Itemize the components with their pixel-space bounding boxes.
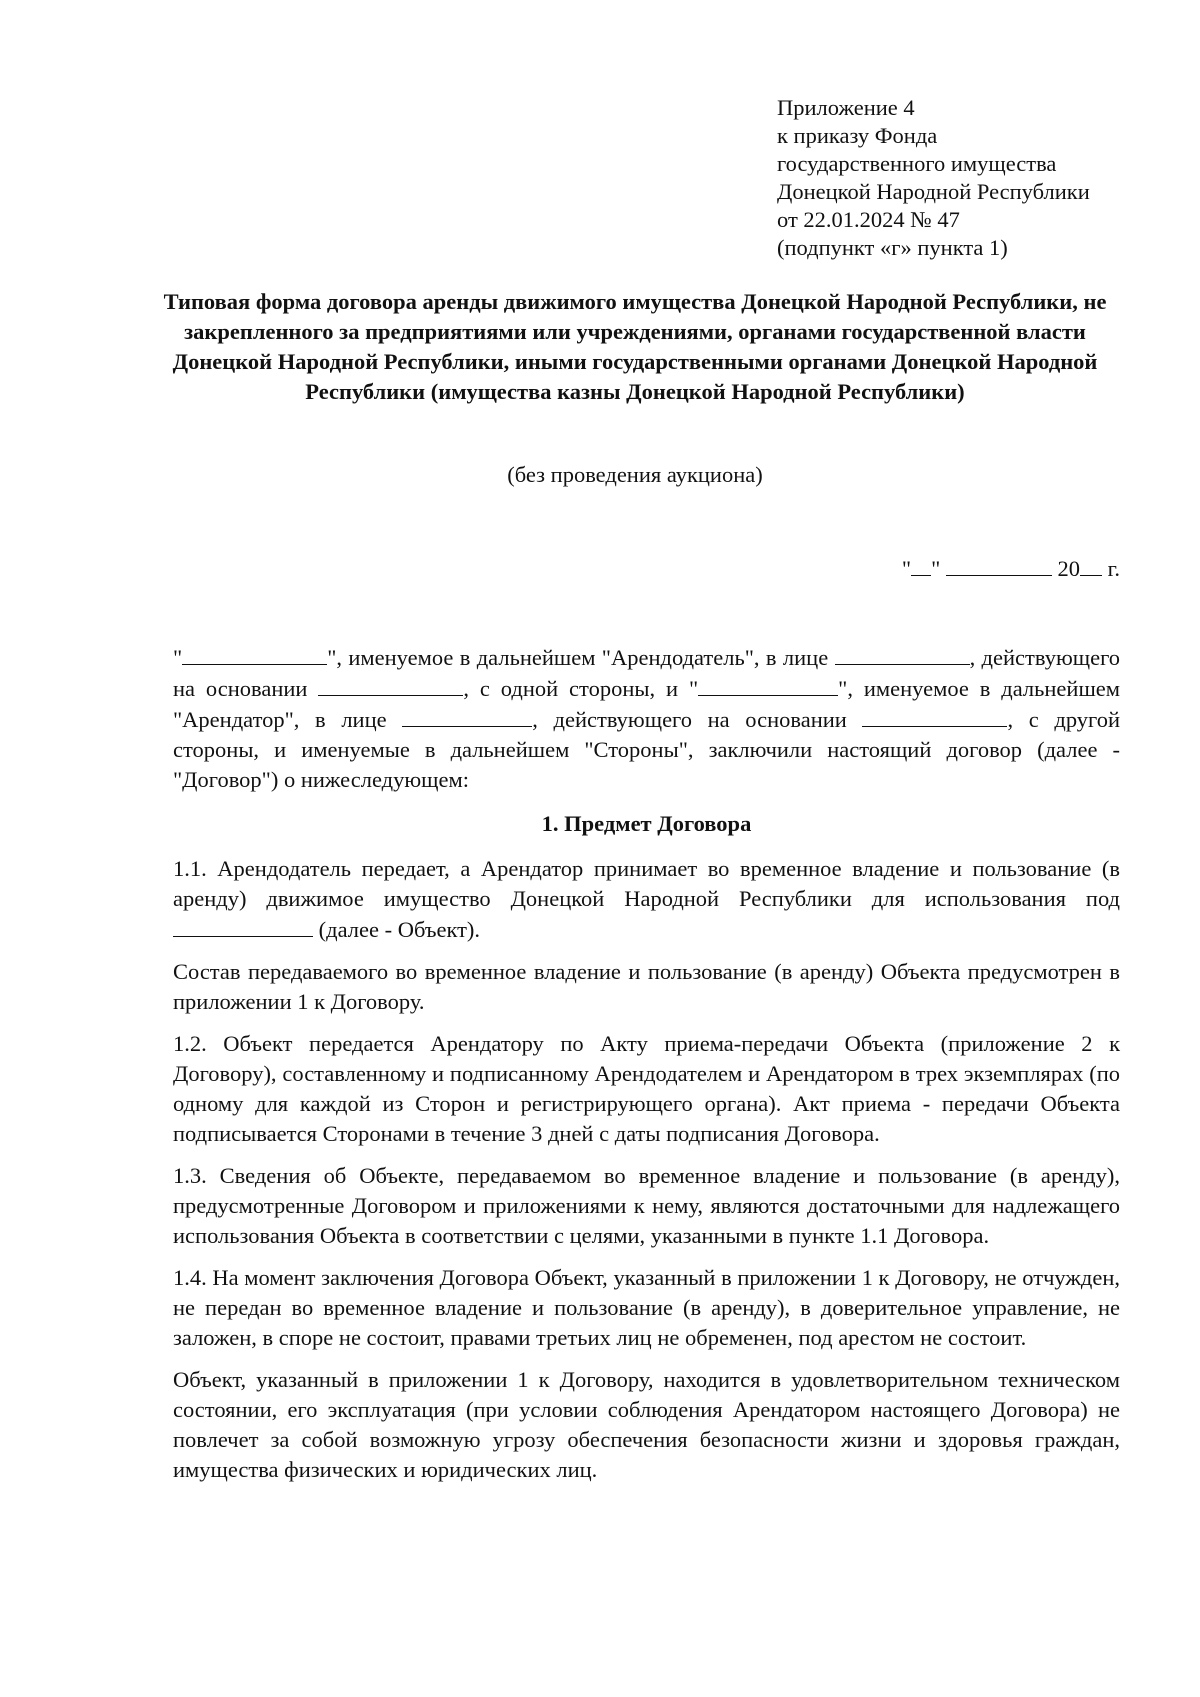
document-title: Типовая форма договора аренды движимого имущества Донецкой Народной Республики, не закрепленного за предприятиями или учреждениями, органами государственной власти Донецкой Народной Республики, иными государственными органами Донецкой Народной Республики (имущества казны Донецкой Народной Республики) <box>163 289 1107 404</box>
appendix-line: от 22.01.2024 № 47 <box>777 207 960 232</box>
clause-1-4: 1.4. На момент заключения Договора Объект, указанный в приложении 1 к Договору, не отчужден, не передан во временное владение и пользование (в аренду), в доверительное управление, не заложен, в споре не состоит, правами третьих лиц не обременен, под арестом не состоит. <box>173 1265 1120 1350</box>
intro-text: , с другой стороны, и именуемые в дальнейшем "Стороны", заключили настоящий договор (далее - "Договор") о нижеследующем: <box>173 707 1120 792</box>
month-blank <box>946 553 1052 576</box>
clause-1-2: 1.2. Объект передается Арендатору по Акту приема-передачи Объекта (приложение 2 к Договору), составленному и подписанному Арендодателем и Арендатором в трех экземплярах (по одному для каждой из Сторон и регистрирующего органа). Акт приема - передачи Объекта подписывается Сторонами в течение 3 дней с даты подписания Договора. <box>173 1031 1120 1146</box>
tenant-representative-blank <box>402 704 532 727</box>
appendix-block <box>777 94 1177 262</box>
intro-text: , действующего на основании <box>173 645 1120 701</box>
appendix-line: (подпункт «г» пункта 1) <box>777 235 1008 260</box>
landlord-representative-blank <box>835 642 970 665</box>
document-body <box>173 642 1120 1497</box>
section-heading: 1. Предмет Договора <box>541 811 752 836</box>
appendix-line: государственного имущества <box>777 151 1057 176</box>
day-blank <box>911 553 931 576</box>
date-quote-open: " <box>901 556 912 581</box>
clause-1-1-composition: Состав передаваемого во временное владение и пользование (в аренду) Объекта предусмотрен в приложении 1 к Договору. <box>173 959 1120 1014</box>
purpose-blank <box>173 914 313 937</box>
year-prefix: 20 <box>1057 556 1081 581</box>
date-quote-close: " <box>931 556 941 581</box>
intro-text: , с одной стороны, и " <box>463 676 699 701</box>
intro-paragraph <box>173 642 1120 795</box>
intro-text: ", именуемое в дальнейшем "Арендодатель", в лице <box>327 645 835 670</box>
landlord-name-blank <box>182 642 327 665</box>
intro-text: ", именуемое в дальнейшем "Арендатор", в лице <box>173 676 1121 732</box>
clause-1-3: 1.3. Сведения об Объекте, передаваемом во временное владение и пользование (в аренду), предусмотренные Договором и приложениями к нему, являются достаточными для надлежащего использования Объекта в соответствии с целями, указанными в пункте 1.1 Договора. <box>173 1163 1120 1248</box>
appendix-line: к приказу Фонда <box>777 123 938 148</box>
intro-text: , действующего на основании <box>532 707 863 732</box>
appendix-line: Приложение 4 <box>777 95 915 120</box>
year-suffix: г. <box>1102 556 1120 581</box>
year-blank <box>1080 553 1102 576</box>
document-subtitle: (без проведения аукциона) <box>507 462 763 487</box>
date-line <box>902 553 1120 584</box>
intro-text: " <box>173 645 183 670</box>
clause-text: (далее - Объект). <box>313 917 481 942</box>
tenant-basis-blank <box>862 704 1007 727</box>
appendix-line: Донецкой Народной Республики <box>777 179 1090 204</box>
clause-1-1 <box>173 854 1120 945</box>
landlord-basis-blank <box>318 673 463 696</box>
tenant-name-blank <box>698 673 838 696</box>
clause-text: 1.1. Арендодатель передает, а Арендатор принимает во временное владение и пользование (в аренду) движимое имущество Донецкой Народной Республики для использования под <box>173 856 1120 911</box>
clause-1-4-condition: Объект, указанный в приложении 1 к Договору, находится в удовлетворительном техническом состоянии, его эксплуатация (при условии соблюдения Арендатором настоящего Договора) не повлечет за собой возможную угрозу обеспечения безопасности жизни и здоровья граждан, имущества физических и юридических лиц. <box>173 1367 1120 1482</box>
